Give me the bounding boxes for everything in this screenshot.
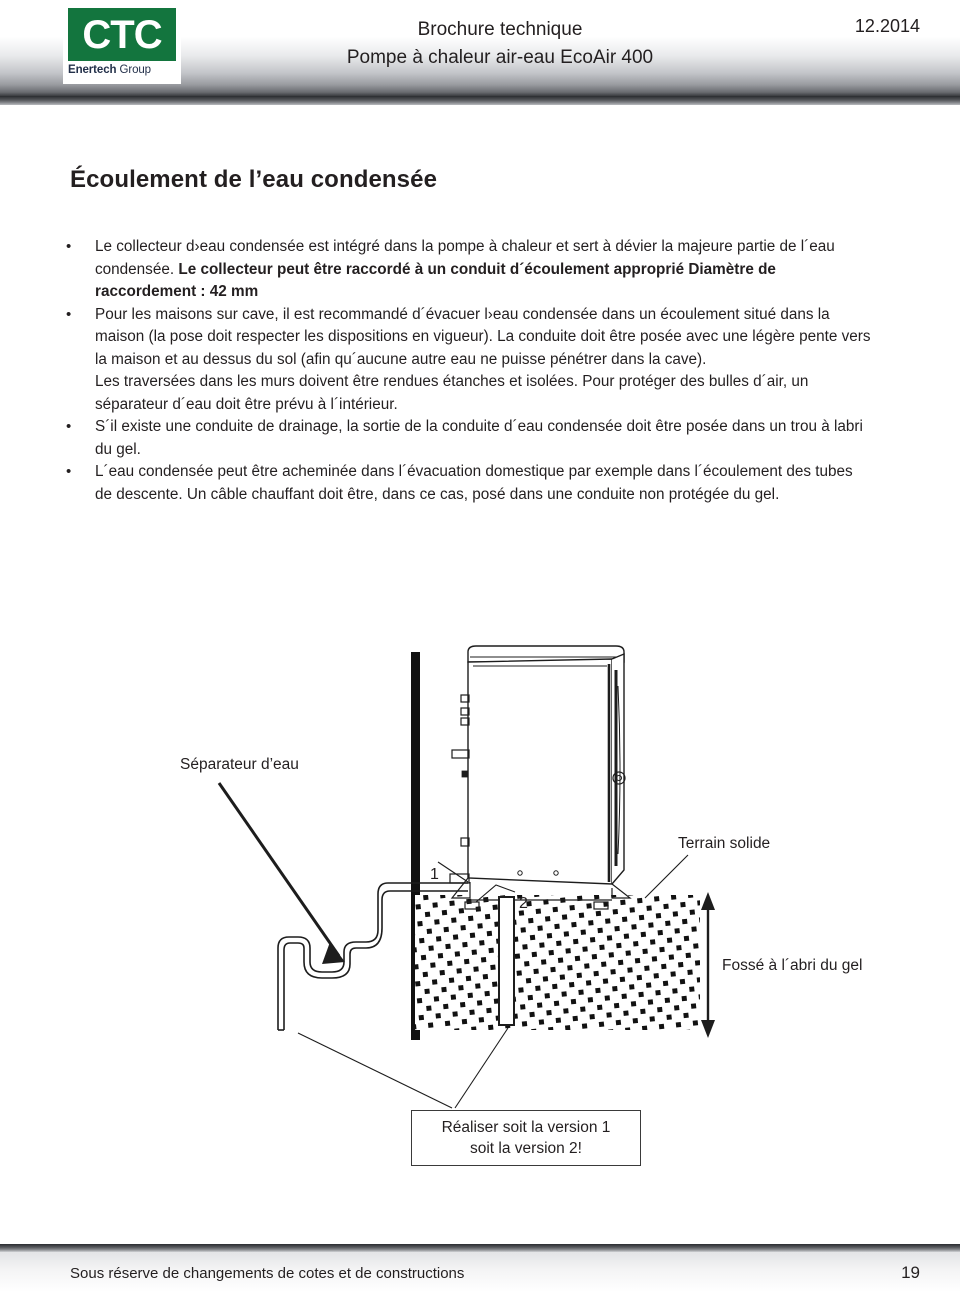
logo-subtitle-light: Group xyxy=(116,64,151,76)
ditch-depth-dimension xyxy=(701,892,715,1038)
body-text: Pour les maisons sur cave, il est recommandé d´évacuer l›eau condensée dans un écoulement situé dans la maison (la pose doit respecter les dispositions en vigueur). La conduite doit être posée avec une légère pente vers la maison et au dessus du sol (afin qu´aucune autre eau ne puisse pénétrer dans la cave). xyxy=(95,305,871,368)
callout-line-2: soit la version 2! xyxy=(469,1140,582,1157)
body-paragraph xyxy=(63,371,873,416)
body-text: Les traversées dans les murs doivent être rendues étanches et isolées. Pour protéger des bulles d´air, un séparateur d´eau doit être prévu à l´intérieur. xyxy=(95,373,809,413)
leader-terrain xyxy=(645,855,688,898)
body-text: S´il existe une conduite de drainage, la sortie de la conduite d´eau condensée doit être posée dans un trou à labri du gel. xyxy=(95,418,863,458)
header-date: 12.2014 xyxy=(854,16,920,36)
header-divider-rule xyxy=(0,96,960,105)
leader-separator-arrowhead xyxy=(322,942,345,964)
heat-pump-unit xyxy=(450,646,630,909)
gravel-pit-fill xyxy=(408,892,703,1034)
body-bullet-paragraph xyxy=(63,461,873,506)
marker-2: 2 xyxy=(519,895,528,912)
body-bullet-paragraph xyxy=(63,304,873,372)
label-terrain-solide: Terrain solide xyxy=(678,835,771,852)
bullet-marker: • xyxy=(66,463,72,480)
bullet-marker: • xyxy=(66,238,72,255)
header-title xyxy=(240,16,760,72)
version-callout-box xyxy=(411,1110,641,1166)
logo-subtitle xyxy=(68,64,180,76)
logo-ctc-text: CTC xyxy=(82,12,162,57)
drain-pipe-vertical xyxy=(499,897,514,1025)
label-separateur-deau: Séparateur d’eau xyxy=(180,756,299,773)
body-bullet-paragraph xyxy=(63,236,873,304)
body-text-bold: Le collecteur peut être raccordé à un conduit d´écoulement approprié Diamètre de raccordement : 42 mm xyxy=(95,260,776,300)
bullet-marker: • xyxy=(66,418,72,435)
page-title: Écoulement de l’eau condensée xyxy=(70,166,438,194)
logo-green-square xyxy=(68,8,176,61)
label-fosse-abri-gel: Fossé à l´abri du gel xyxy=(722,957,863,974)
footer-note: Sous réserve de changements de cotes et de constructions xyxy=(70,1265,465,1282)
marker-1: 1 xyxy=(430,866,439,883)
ctc-logo xyxy=(63,6,181,84)
body-text: Le collecteur d›eau condensée est intégré dans la pompe à chaleur et sert à dévier la majeure partie de l´eau condensée. xyxy=(95,238,835,278)
logo-subtitle-bold: Enertech xyxy=(68,64,117,76)
leader-callout-left xyxy=(298,1033,452,1108)
body-bullet-paragraph xyxy=(63,416,873,461)
header-title-line2: Pompe à chaleur air-eau EcoAir 400 xyxy=(346,47,654,68)
body-text: L´eau condensée peut être acheminée dans l´évacuation domestique par exemple dans l´écoulement des tubes de descente. Un câble chauffant doit être, dans ce cas, posé dans une conduite non protégée du gel. xyxy=(95,463,853,503)
leader-marker-1 xyxy=(438,862,468,882)
leader-separator xyxy=(219,783,339,956)
footer-page-number: 19 xyxy=(901,1263,920,1282)
leader-callout-right xyxy=(455,1028,508,1108)
bullet-marker: • xyxy=(66,305,72,323)
page-header xyxy=(0,0,960,106)
footer-divider-rule xyxy=(0,1244,960,1252)
body-text-block xyxy=(63,236,873,506)
callout-line-1: Réaliser soit la version 1 xyxy=(441,1119,611,1136)
header-title-line1: Brochure technique xyxy=(417,19,583,40)
